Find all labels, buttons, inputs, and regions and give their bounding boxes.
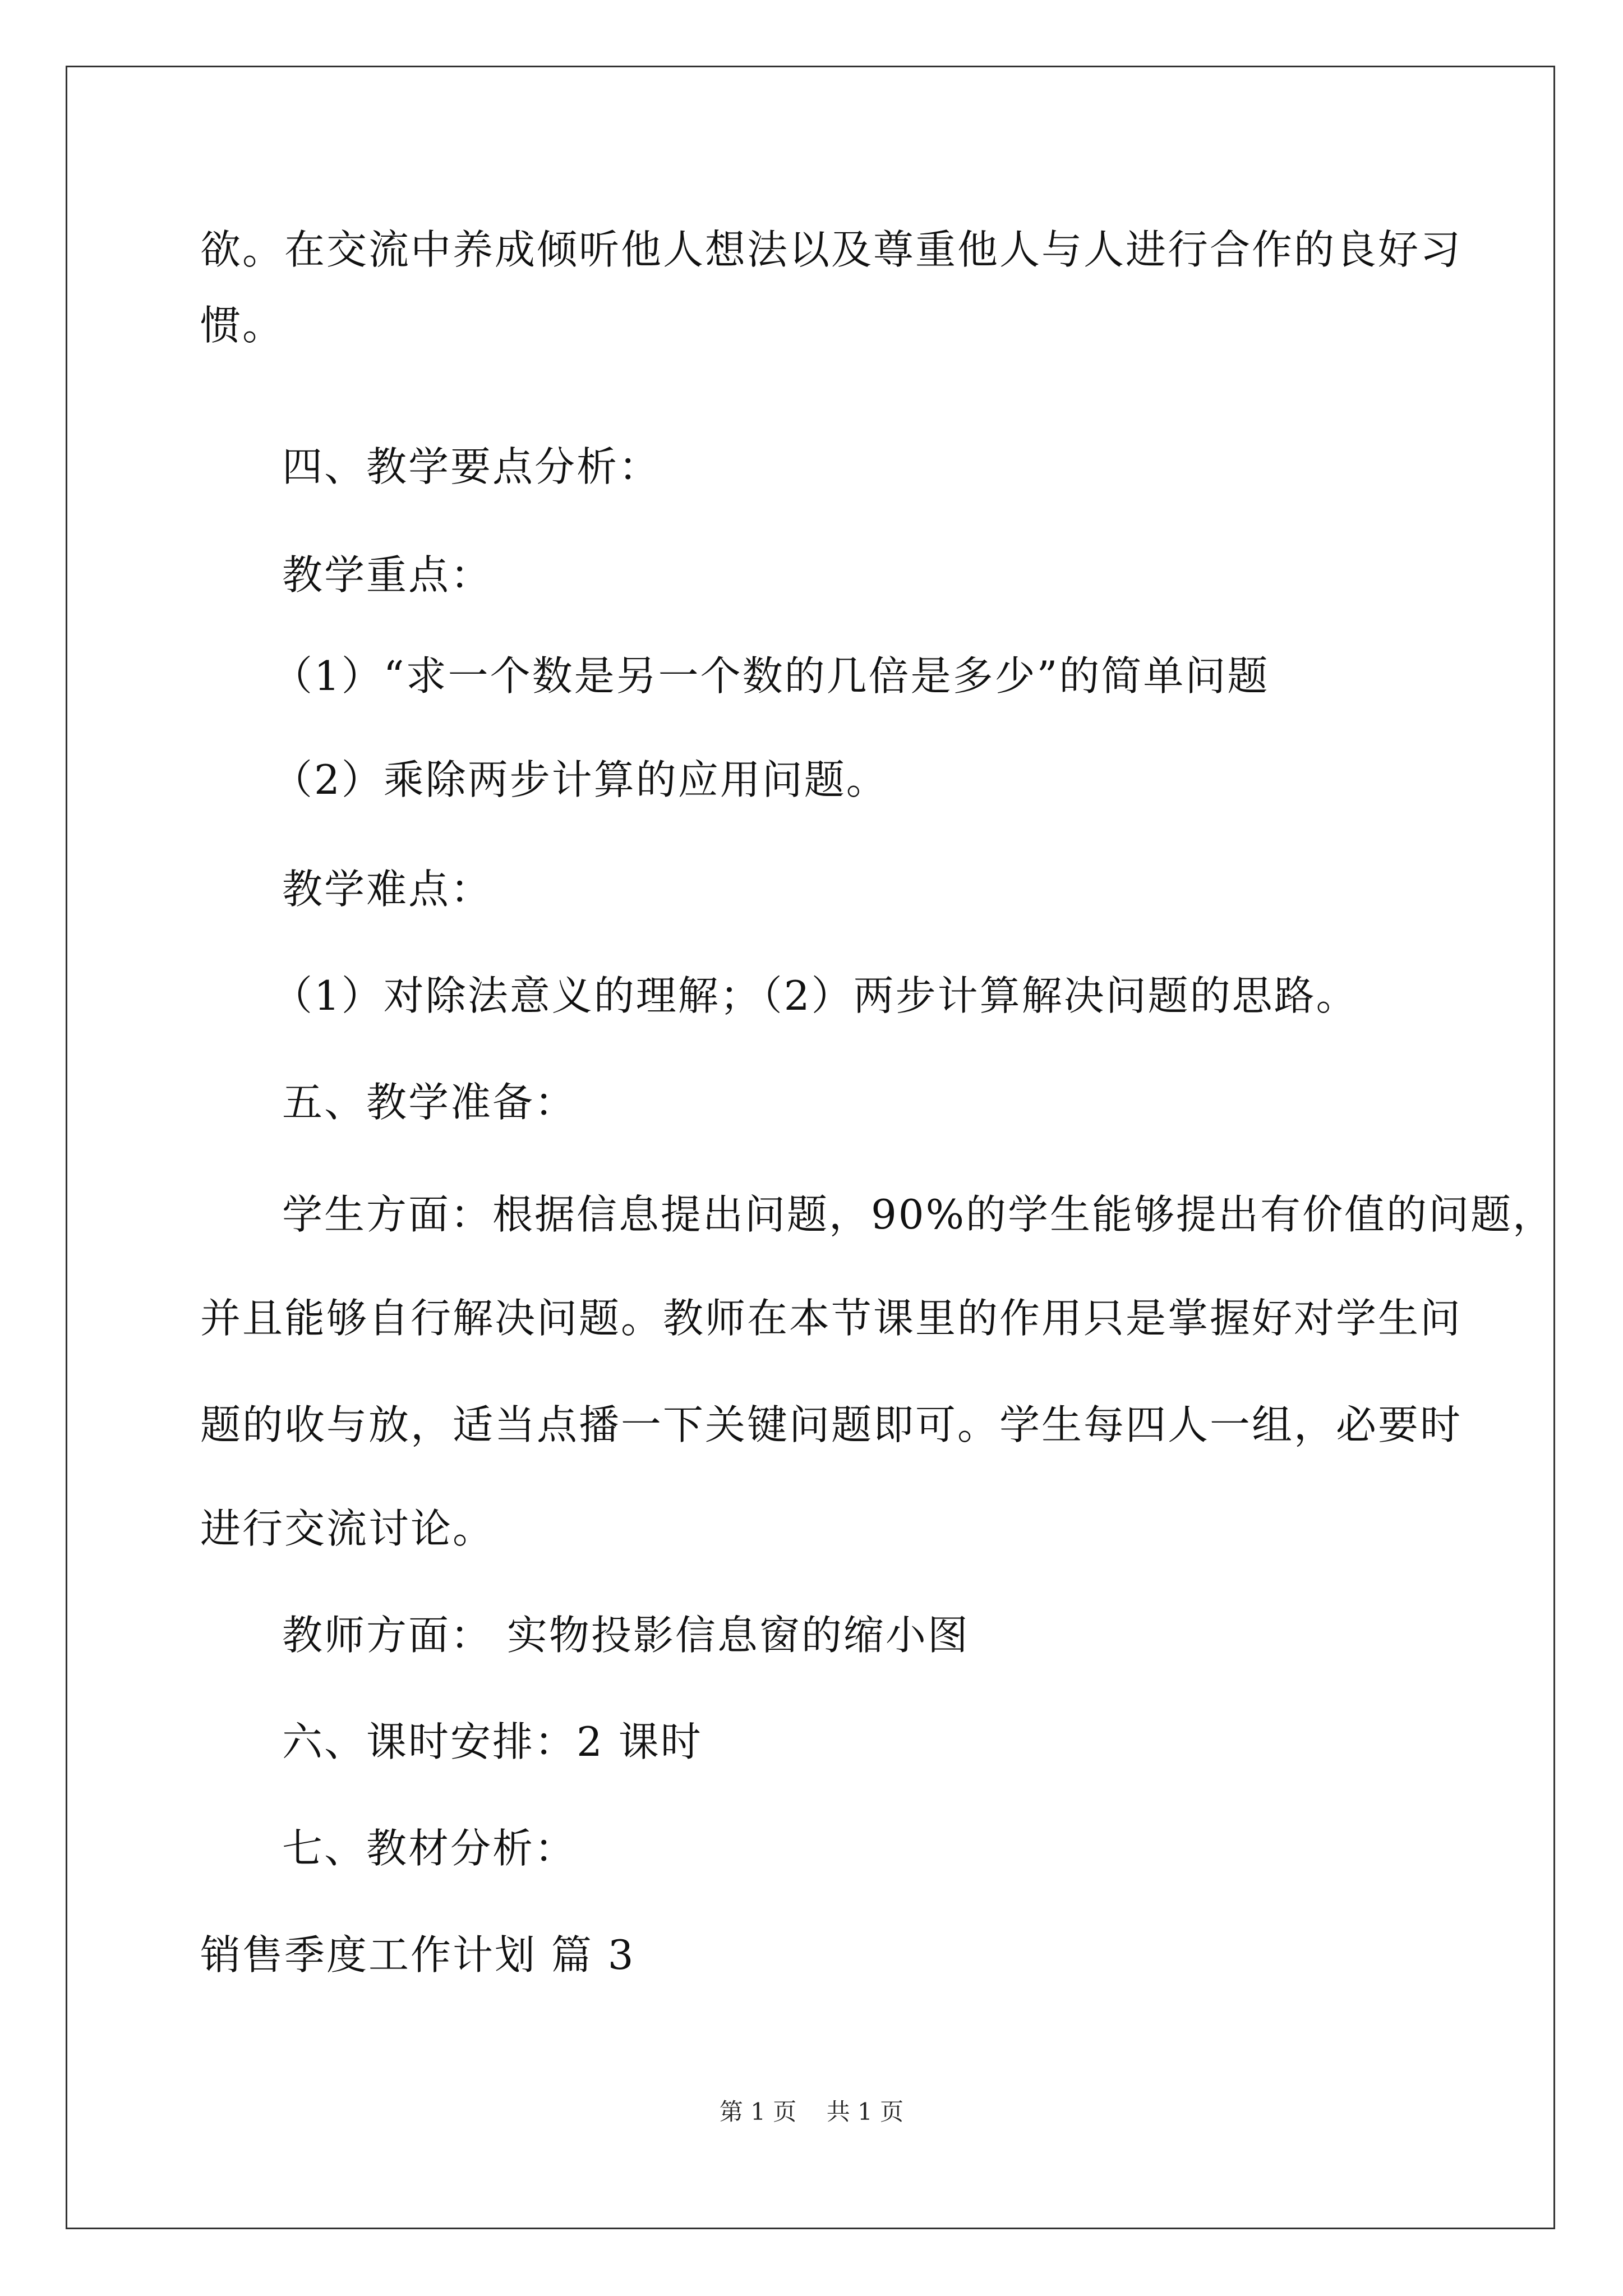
subheading-difficulties: 教学难点： — [282, 866, 493, 913]
list-item: （1）对除法意义的理解；（2）两步计算解决问题的思路。 — [272, 972, 1358, 1019]
list-item: （2）乘除两步计算的应用问题。 — [272, 756, 888, 803]
subheading-key-points: 教学重点： — [282, 551, 493, 599]
page-border — [66, 66, 1555, 2229]
paragraph-line: 惯。 — [200, 302, 285, 349]
section-heading-schedule: 六、课时安排：2 课时 — [282, 1718, 703, 1765]
section-heading-preparation: 五、教学准备： — [282, 1079, 577, 1126]
section-heading-teaching-points: 四、教学要点分析： — [282, 443, 661, 490]
paragraph-line: 并且能够自行解决问题。教师在本节课里的作用只是掌握好对学生问 — [200, 1295, 1463, 1342]
paragraph-line: 教师方面： 实物投影信息窗的缩小图 — [282, 1612, 970, 1659]
section-heading-material-analysis: 七、教材分析： — [282, 1825, 577, 1872]
paragraph-line: 学生方面：根据信息提出问题，90%的学生能够提出有价值的问题， — [282, 1191, 1555, 1238]
paragraph-line: 题的收与放，适当点播一下关键问题即可。学生每四人一组，必要时 — [200, 1401, 1463, 1448]
page-footer: 第 1 页 共 1 页 — [719, 2098, 904, 2125]
document-title-line: 销售季度工作计划 篇 3 — [200, 1931, 635, 1978]
paragraph-line: 进行交流讨论。 — [200, 1505, 495, 1552]
paragraph-line: 欲。在交流中养成倾听他人想法以及尊重他人与人进行合作的良好习 — [200, 226, 1463, 273]
list-item: （1）“求一个数是另一个数的几倍是多少”的简单问题 — [272, 652, 1270, 700]
